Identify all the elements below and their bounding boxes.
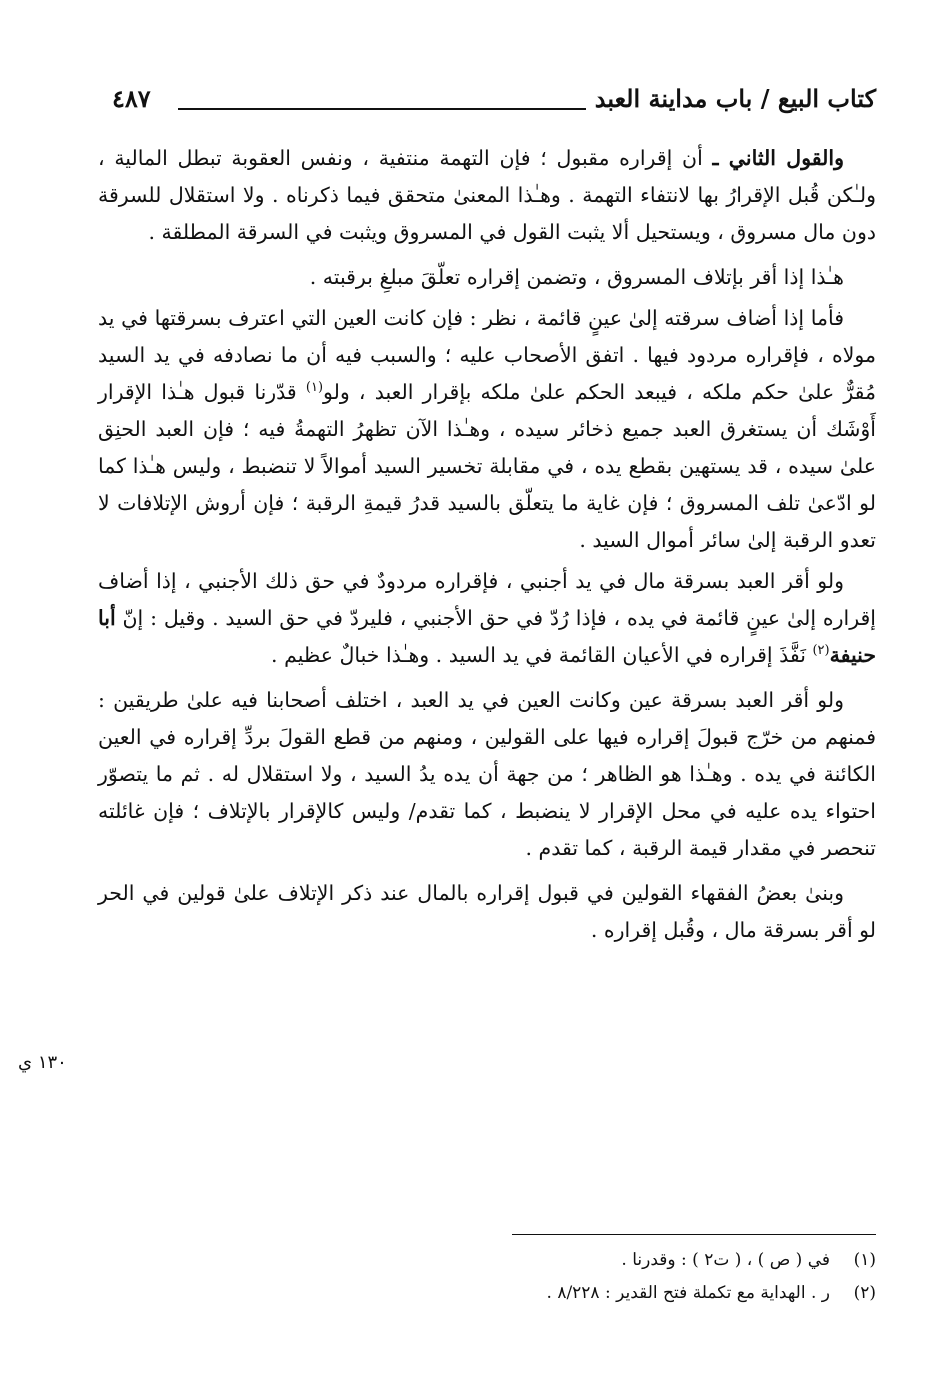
paragraph-text: ولو أقر العبد بسرقة مال في يد أجنبي ، فإقراره مردودٌ في حق ذلك الأجنبي ، إذا أضاف إقراره إلىٰ عينٍ قائمة في يده ، فإذا رُدّ في حق الأجنبي ، فليردّ في حق السيد . وقيل : إنّ [98, 569, 876, 630]
paragraph-text: هـٰذا إذا أقر بإتلاف المسروق ، وتضمن إقراره تعلّقَ مبلغِ برقبته . [309, 265, 844, 289]
paragraph-4 [98, 563, 876, 674]
paragraph-text: وبنىٰ بعضُ الفقهاء القولين في قبول إقراره بالمال عند ذكر الإتلاف علىٰ قولين في الحر لو أقر بسرقة مال ، وقُبل إقراره . [98, 881, 876, 942]
paragraph-6 [98, 875, 876, 949]
paragraph-3 [98, 300, 876, 559]
footnote-text: في ( ص ) ، ( ت٢ ) : وقدرنا . [621, 1250, 830, 1270]
footnote-number: (٢) [853, 1283, 876, 1303]
footnote-1 [276, 1244, 876, 1277]
paragraph-text: أن إقراره مقبول ؛ فإن التهمة منتفية ، ونفس العقوبة تبطل المالية ، ولـٰكن قُبل الإقرارُ بها لانتفاء التهمة . وهـٰذا المعنىٰ متحقق فيما ذكرناه . ولا استقلال للسرقة دون مال مسروق ، ويستحيل ألا يثبت القول في المسروق ويثبت في السرقة المطلقة . [98, 146, 876, 244]
footnote-ref-2: (٢) [812, 643, 830, 659]
footnotes [276, 1244, 876, 1310]
header-rule [178, 108, 586, 110]
paragraph-text: نَفَّذَ إقراره في الأعيان القائمة في يد السيد . وهـٰذا خبالٌ عظيم . [271, 643, 813, 667]
paragraph-text: فأما إذا أضاف سرقته إلىٰ عينٍ قائمة ، نظر : فإن كانت العين التي اعترف بسرقتها في يد مولاه ، فإقراره مردود فيها . اتفق الأصحاب عليه ؛ والسبب فيه أن ما نصادفه في يد السيد مُقرٌّ علىٰ حكم ملكه ، فيبعد الحكم علىٰ ملكه بإقرار العبد ، ولو [98, 306, 876, 404]
paragraph-1 [98, 140, 876, 251]
page-number: ٤٨٧ [112, 84, 151, 113]
name-abu-hanifa: أبا حنيفة [98, 606, 876, 667]
paragraph-lead: والقول الثاني ـ [712, 146, 844, 170]
manuscript-folio-note: ١٣٠ ي [18, 1052, 67, 1073]
header-title: كتاب البيع / باب مداينة العبد [594, 84, 876, 113]
paragraph-text: ولو أقر العبد بسرقة عين وكانت العين في يد العبد ، اختلف أصحابنا فيه علىٰ طريقين : فمنهم من خرّج قبولَ إقراره فيها على القولين ، ومنهم من قطع القولَ بردِّ إقراره في العين الكائنة في يده . وهـٰذا هو الظاهر ؛ من جهة أن يده يدُ السيد ، ولا استقلال له . ثم ما يتصوّر احتواء يده عليه في محل الإقرار لا ينضبط ، كما تقدم/ وليس كالإقرار بالإتلاف ؛ فإن غائلته تنحصر في مقدار قيمة الرقبة ، كما تقدم . [98, 688, 876, 860]
footnote-text: ر . الهداية مع تكملة فتح القدير : ٨/٢٢٨ . [546, 1283, 830, 1303]
main-text [98, 140, 876, 953]
footnote-ref-1: (١) [305, 380, 324, 396]
paragraph-text: قدّرنا قبول هـٰذا الإقرار أَوْشَك أن يستغرق العبد جميع ذخائر سيده ، وهـٰذا الآن تظهرُ التهمةُ فيه ؛ فإن العبد الحنِق علىٰ سيده ، قد يستهين بقطع يده ، في مقابلة تخسير السيد أموالاً لا تنضبط ، وليس هـٰذا كما لو ادّعىٰ تلف المسروق ؛ فإن غاية ما يتعلّق بالسيد قدرُ قيمةِ الرقبة ؛ فإن أروش الإتلافات لا تعدو الرقبة إلىٰ سائر أموال السيد . [98, 380, 876, 552]
footnote-number: (١) [853, 1250, 876, 1270]
footnote-2 [276, 1277, 876, 1310]
running-header [112, 84, 876, 124]
paragraph-5 [98, 682, 876, 867]
footnote-divider [512, 1234, 876, 1235]
paragraph-2 [98, 259, 876, 296]
